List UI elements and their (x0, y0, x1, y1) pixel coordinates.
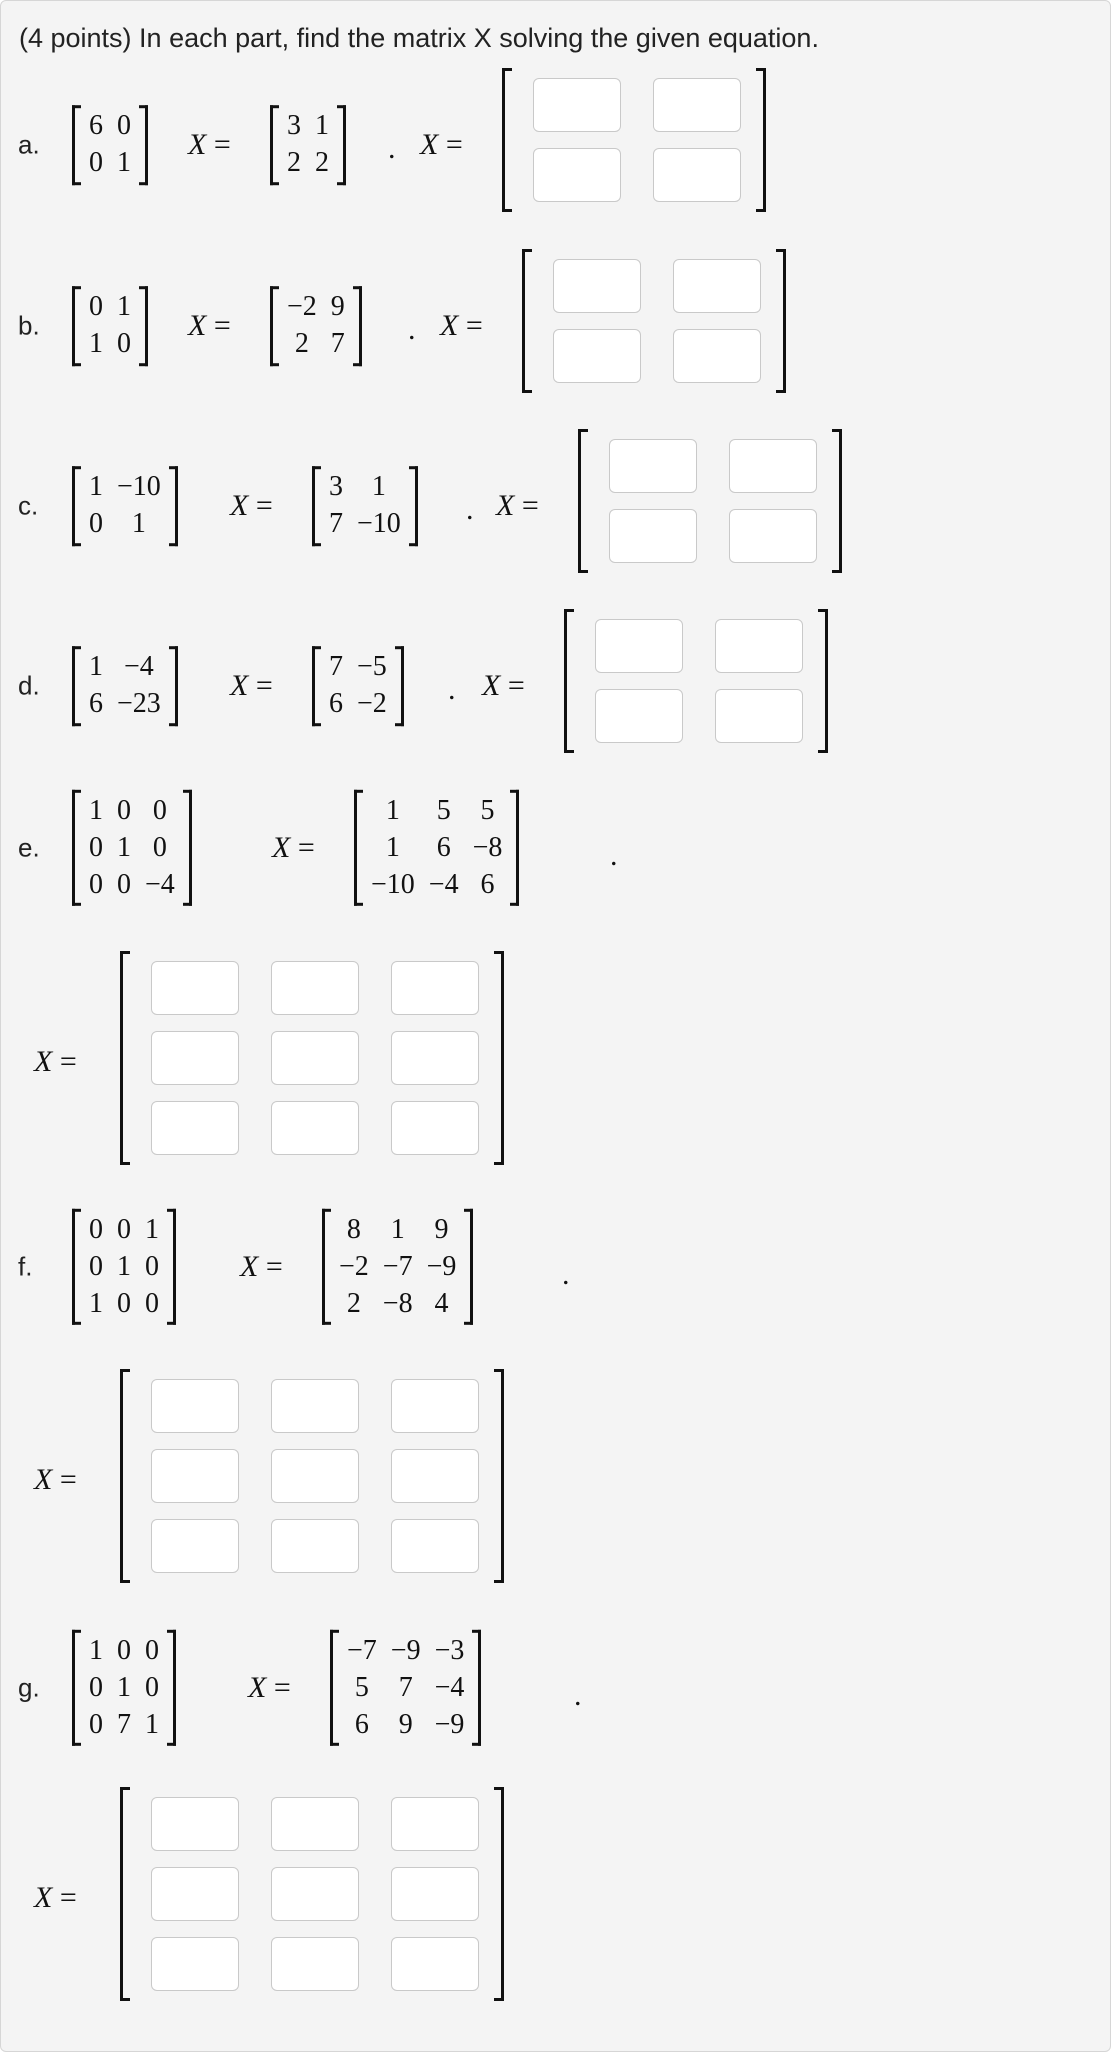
period: . (448, 673, 456, 706)
matrix-cell: 5 (354, 1671, 369, 1703)
x-equals-label: X = (34, 1881, 77, 1914)
answer-matrix-e (120, 951, 504, 1165)
matrix-cell: −9 (426, 1250, 457, 1282)
part-label-b: b. (18, 310, 40, 341)
matrix-cell: −4 (428, 868, 459, 900)
matrix-cell: 0 (89, 1250, 103, 1282)
matrix-cell: 0 (89, 1671, 103, 1703)
matrix-cell: 2 (346, 1287, 361, 1319)
matrix-cell: 0 (117, 1287, 131, 1319)
matrix-cell: 0 (152, 831, 167, 863)
matrix-cell: 3 (287, 110, 301, 142)
matrix-A-a (72, 105, 148, 185)
answer-input-f-r3c2[interactable] (271, 1519, 359, 1573)
matrix-cell: 7 (329, 651, 343, 683)
answer-input-c-r2c1[interactable] (609, 509, 697, 563)
answer-input-b-r2c2[interactable] (673, 329, 761, 383)
matrix-cell: 0 (117, 328, 131, 359)
part-label-e: e. (18, 832, 40, 863)
matrix-cell: 0 (152, 794, 167, 826)
matrix-cell: 1 (385, 831, 400, 863)
answer-input-e-r1c2[interactable] (271, 961, 359, 1015)
answer-input-g-r1c2[interactable] (271, 1797, 359, 1851)
matrix-B-b (270, 286, 362, 366)
answer-input-g-r1c3[interactable] (391, 1797, 479, 1851)
matrix-cell: 2 (287, 147, 301, 178)
answer-input-f-r3c1[interactable] (151, 1519, 239, 1573)
part-label-a: a. (18, 129, 40, 160)
matrix-B-f (322, 1209, 473, 1325)
matrix-cell: −10 (117, 471, 161, 503)
x-equals-label: X = (420, 128, 463, 161)
matrix-cell: −9 (434, 1708, 465, 1740)
matrix-B-e (354, 790, 519, 906)
matrix-cell: 1 (89, 328, 103, 359)
matrix-A-c (72, 466, 178, 546)
matrix-cell: 1 (89, 794, 103, 826)
answer-matrix-a (502, 68, 766, 212)
matrix-cell: 9 (398, 1708, 413, 1740)
matrix-cell: −5 (357, 651, 387, 683)
matrix-A-g (72, 1630, 176, 1746)
matrix-A-e (72, 790, 192, 906)
matrix-cell: 7 (117, 1708, 131, 1740)
x-equals-label: X = (272, 831, 315, 864)
matrix-cell: −9 (390, 1634, 421, 1666)
matrix-cell: −4 (434, 1671, 465, 1703)
matrix-cell: 1 (117, 1250, 131, 1282)
matrix-cell: 1 (145, 1708, 159, 1740)
period: . (466, 493, 474, 526)
matrix-cell: 0 (89, 147, 103, 178)
answer-input-g-r2c3[interactable] (391, 1867, 479, 1921)
matrix-cell: 0 (117, 110, 131, 142)
answer-input-e-r1c1[interactable] (151, 961, 239, 1015)
matrix-cell: 1 (117, 291, 131, 323)
matrix-cell: 0 (145, 1250, 159, 1282)
answer-input-b-r1c1[interactable] (553, 259, 641, 313)
x-equals-label: X = (188, 309, 231, 342)
matrix-cell: 0 (145, 1671, 159, 1703)
answer-input-f-r2c2[interactable] (271, 1449, 359, 1503)
matrix-cell: 0 (89, 868, 103, 900)
period: . (408, 313, 416, 346)
matrix-cell: 0 (145, 1634, 159, 1666)
matrix-cell: 6 (480, 868, 495, 900)
matrix-cell: 1 (131, 508, 146, 539)
matrix-cell: 0 (89, 508, 103, 539)
matrix-A-d (72, 646, 178, 726)
matrix-cell: 8 (346, 1213, 361, 1245)
matrix-A-b (72, 286, 148, 366)
matrix-cell: −3 (434, 1634, 465, 1666)
answer-input-g-r2c2[interactable] (271, 1867, 359, 1921)
answer-input-d-r1c2[interactable] (715, 619, 803, 673)
answer-input-e-r2c2[interactable] (271, 1031, 359, 1085)
matrix-cell: 6 (329, 688, 343, 719)
x-equals-label: X = (482, 669, 525, 702)
answer-input-g-r1c1[interactable] (151, 1797, 239, 1851)
part-label-g: g. (18, 1672, 40, 1703)
matrix-cell: −7 (347, 1634, 377, 1666)
answer-input-g-r3c2[interactable] (271, 1937, 359, 1991)
x-equals-label: X = (188, 128, 231, 161)
matrix-cell: 0 (117, 1634, 131, 1666)
matrix-cell: 9 (330, 291, 345, 323)
matrix-cell: 9 (434, 1213, 449, 1245)
matrix-B-c (312, 466, 418, 546)
matrix-cell: 0 (117, 794, 131, 826)
matrix-cell: −2 (339, 1250, 369, 1282)
matrix-cell: 1 (117, 1671, 131, 1703)
answer-input-e-r3c1[interactable] (151, 1101, 239, 1155)
matrix-cell: −2 (357, 688, 387, 719)
matrix-cell: 7 (398, 1671, 413, 1703)
answer-matrix-b (522, 249, 786, 393)
x-equals-label: X = (34, 1463, 77, 1496)
matrix-cell: 5 (480, 794, 495, 826)
matrix-cell: 1 (89, 1287, 103, 1319)
x-equals-label: X = (230, 669, 273, 702)
matrix-cell: 1 (117, 147, 131, 178)
matrix-cell: −4 (124, 651, 154, 683)
answer-input-f-r3c3[interactable] (391, 1519, 479, 1573)
answer-input-b-r2c1[interactable] (553, 329, 641, 383)
matrix-cell: −8 (472, 831, 503, 863)
x-equals-label: X = (240, 1250, 283, 1283)
answer-input-e-r2c1[interactable] (151, 1031, 239, 1085)
matrix-cell: 0 (89, 291, 103, 323)
answer-input-d-r2c1[interactable] (595, 689, 683, 743)
matrix-cell: 0 (117, 1213, 131, 1245)
matrix-cell: 0 (89, 1213, 103, 1245)
x-equals-label: X = (496, 489, 539, 522)
matrix-A-f (72, 1209, 176, 1325)
matrix-cell: 1 (89, 471, 103, 503)
answer-input-b-r1c2[interactable] (673, 259, 761, 313)
matrix-cell: 1 (371, 471, 386, 503)
matrix-cell: 7 (330, 328, 345, 359)
matrix-B-a (270, 105, 346, 185)
answer-input-e-r3c2[interactable] (271, 1101, 359, 1155)
answer-input-e-r3c3[interactable] (391, 1101, 479, 1155)
period: . (388, 132, 396, 165)
matrix-cell: 4 (434, 1287, 449, 1319)
matrix-cell: 0 (89, 831, 103, 863)
answer-input-e-r2c3[interactable] (391, 1031, 479, 1085)
answer-input-g-r2c1[interactable] (151, 1867, 239, 1921)
answer-input-f-r1c1[interactable] (151, 1379, 239, 1433)
part-label-f: f. (18, 1251, 33, 1282)
answer-matrix-d (564, 609, 828, 753)
answer-input-c-r1c1[interactable] (609, 439, 697, 493)
matrix-cell: 2 (294, 328, 309, 359)
matrix-cell: 1 (315, 110, 329, 142)
period: . (562, 1258, 570, 1291)
matrix-cell: −10 (371, 868, 415, 900)
matrix-cell: −8 (382, 1287, 413, 1319)
part-label-d: d. (18, 670, 40, 701)
matrix-cell: −23 (117, 688, 161, 719)
matrix-B-d (312, 646, 404, 726)
matrix-cell: 1 (89, 651, 103, 683)
matrix-cell: 6 (436, 831, 451, 863)
answer-input-d-r2c2[interactable] (715, 689, 803, 743)
matrix-cell: 6 (89, 110, 103, 142)
answer-matrix-c (578, 429, 842, 573)
matrix-cell: −10 (357, 508, 401, 539)
matrix-cell: 7 (329, 508, 343, 539)
matrix-cell: 6 (354, 1708, 369, 1740)
matrix-cell: 5 (436, 794, 451, 826)
matrix-cell: 6 (89, 688, 103, 719)
x-equals-label: X = (440, 309, 483, 342)
answer-input-e-r1c3[interactable] (391, 961, 479, 1015)
answer-matrix-g (120, 1787, 504, 2001)
answer-input-a-r2c2[interactable] (653, 148, 741, 202)
matrix-cell: −7 (382, 1250, 413, 1282)
matrix-cell: 0 (89, 1708, 103, 1740)
x-equals-label: X = (230, 489, 273, 522)
answer-input-g-r3c1[interactable] (151, 1937, 239, 1991)
answer-input-f-r2c3[interactable] (391, 1449, 479, 1503)
part-label-c: c. (18, 490, 39, 521)
period: . (610, 839, 618, 872)
answer-input-a-r2c1[interactable] (533, 148, 621, 202)
x-equals-label: X = (34, 1045, 77, 1078)
x-equals-label: X = (248, 1671, 291, 1704)
answer-input-f-r1c3[interactable] (391, 1379, 479, 1433)
answer-input-c-r2c2[interactable] (729, 509, 817, 563)
matrix-cell: 1 (117, 831, 131, 863)
question-title: (4 points) In each part, find the matrix X solving the given equation. (19, 23, 819, 53)
answer-input-g-r3c3[interactable] (391, 1937, 479, 1991)
answer-input-c-r1c2[interactable] (729, 439, 817, 493)
answer-input-a-r1c2[interactable] (653, 78, 741, 132)
answer-input-d-r1c1[interactable] (595, 619, 683, 673)
answer-input-a-r1c1[interactable] (533, 78, 621, 132)
matrix-cell: 1 (89, 1634, 103, 1666)
matrix-cell: 0 (117, 868, 131, 900)
answer-input-f-r1c2[interactable] (271, 1379, 359, 1433)
period: . (574, 1679, 582, 1712)
matrix-cell: −2 (287, 291, 317, 323)
matrix-cell: 1 (390, 1213, 405, 1245)
matrix-B-g (330, 1630, 481, 1746)
answer-matrix-f (120, 1369, 504, 1583)
matrix-cell: 1 (145, 1213, 159, 1245)
matrix-cell: 0 (145, 1287, 159, 1319)
matrix-cell: −4 (145, 868, 175, 900)
answer-input-f-r2c1[interactable] (151, 1449, 239, 1503)
matrix-cell: 2 (315, 147, 329, 178)
matrix-cell: 3 (329, 471, 343, 503)
matrix-cell: 1 (385, 794, 400, 826)
